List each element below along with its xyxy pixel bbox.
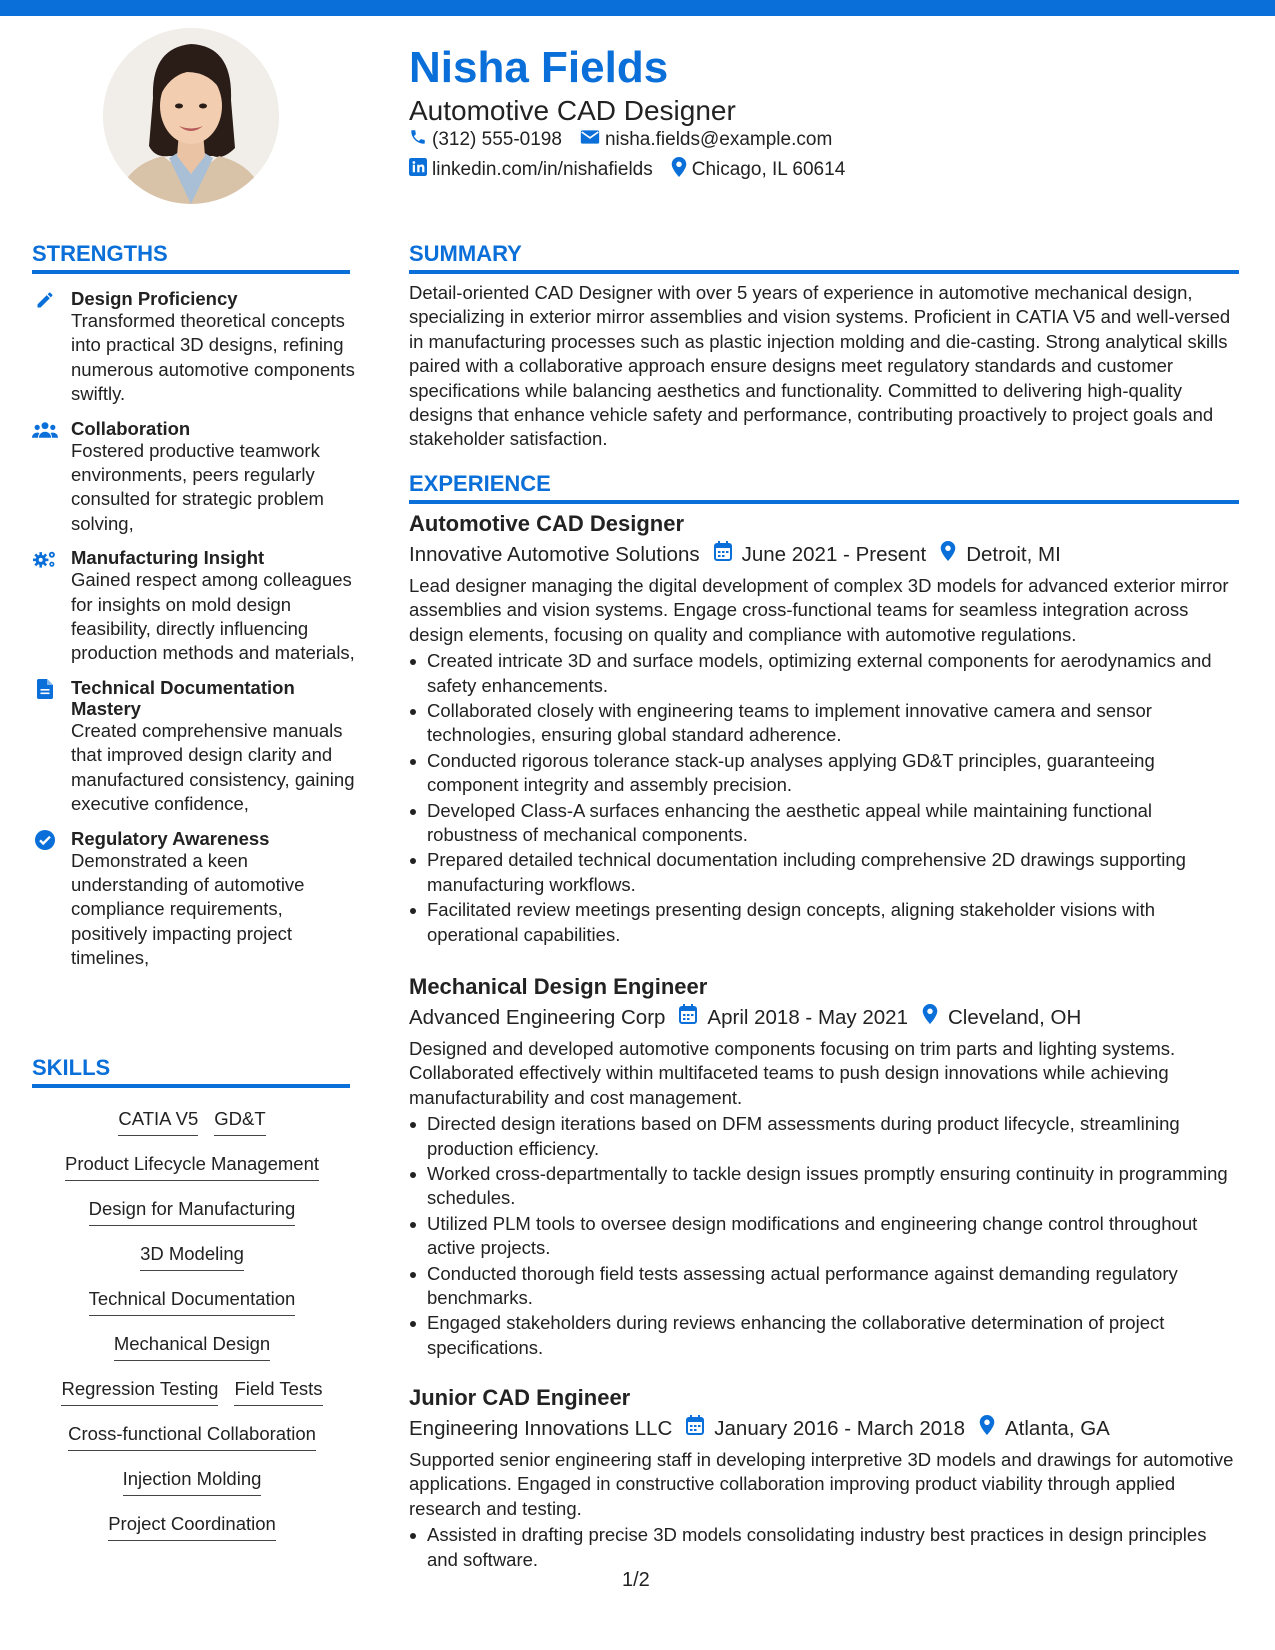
- strength-item: [32, 288, 362, 407]
- summary-text: Detail-oriented CAD Designer with over 5 years of experience in automotive mechanical design, specializing in exterior mirror assemblies and vision systems. Proficient in CATIA V5 and well-versed in manufacturing processes such as plastic injection molding and die-casting. Strong analytical skills paired with a collaborative approach ensure designs meet regulatory standards and customer specifications while balancing aesthetics and functionality. Committed to delivering high-quality designs that enhance vehicle safety and performance, contributing proactively to project goals and stakeholder satisfaction.: [409, 282, 1231, 450]
- skill-tag: Mechanical Design: [114, 1332, 270, 1361]
- top-accent-bar: [0, 0, 1275, 16]
- strength-description: Demonstrated a keen understanding of automotive compliance requirements, positively impacting project timelines,: [71, 849, 305, 969]
- job-company: Advanced Engineering Corp: [409, 1006, 666, 1029]
- bullet-item: Directed design iterations based on DFM assessments during product lifecycle, streamlining production efficiency.: [427, 1112, 1239, 1161]
- job-description: Supported senior engineering staff in developing interpretive 3D models and drawings for automotive applications. Engaged in constructive collaboration improving product viability through applied research and testing.: [409, 1449, 1234, 1519]
- job-title: Automotive CAD Designer: [409, 511, 685, 536]
- summary-heading: SUMMARY: [409, 240, 1239, 274]
- bullet-item: Worked cross-departmentally to tackle design issues promptly ensuring continuity in programming schedules.: [427, 1162, 1239, 1211]
- job-title: Mechanical Design Engineer: [409, 974, 708, 999]
- skill-tag: Technical Documentation: [89, 1287, 296, 1316]
- skills-heading: SKILLS: [32, 1054, 350, 1088]
- strength-title: Manufacturing Insight: [71, 547, 265, 569]
- skill-row: [32, 1107, 352, 1152]
- skill-row: [32, 1332, 352, 1377]
- email-text: nisha.fields@example.com: [604, 129, 833, 150]
- skill-row: [32, 1152, 352, 1197]
- bullet-item: Facilitated review meetings presenting design concepts, aligning stakeholder visions with operational capabilities.: [427, 898, 1239, 947]
- job-dates: June 2021 - Present: [741, 543, 927, 566]
- skill-tag: CATIA V5: [118, 1107, 198, 1136]
- envelope-icon: [580, 129, 605, 151]
- strength-item: [32, 677, 362, 817]
- users-icon: [32, 419, 58, 441]
- skill-row: [32, 1287, 352, 1332]
- skill-tag: GD&T: [214, 1107, 265, 1136]
- bullet-item: Developed Class-A surfaces enhancing the aesthetic appeal while maintaining functional robustness of mechanical components.: [427, 799, 1239, 848]
- bullet-item: Conducted thorough field tests assessing actual performance against demanding regulatory benchmarks.: [427, 1262, 1239, 1311]
- strengths-heading: STRENGTHS: [32, 240, 350, 274]
- job-title: Junior CAD Engineer: [409, 1385, 631, 1410]
- skill-tag: Product Lifecycle Management: [65, 1152, 319, 1181]
- job-meta: [409, 1415, 1239, 1443]
- strength-description: Fostered productive teamwork environments, peers regularly consulted for strategic problem solving,: [71, 439, 324, 534]
- skill-tag: Injection Molding: [123, 1467, 262, 1496]
- job-company: Engineering Innovations LLC: [409, 1417, 673, 1440]
- job-dates: January 2016 - March 2018: [714, 1417, 965, 1440]
- job-entry: [409, 973, 1239, 1361]
- job-meta: [409, 1004, 1239, 1032]
- job-description: Lead designer managing the digital development of complex 3D models for advanced exterior mirror assemblies and vision systems. Engage cross-functional teams for seamless integration across design elements, focusing on quality and compliance with automotive regulations.: [409, 575, 1229, 645]
- skill-row: [32, 1242, 352, 1287]
- job-location-group: [979, 1415, 1110, 1443]
- location-contact: [671, 157, 846, 183]
- job-dates: April 2018 - May 2021: [707, 1006, 908, 1029]
- phone-text: (312) 555-0198: [432, 129, 562, 150]
- skill-tag: Project Coordination: [108, 1512, 276, 1541]
- map-pin-icon: [922, 1004, 948, 1032]
- job-meta: [409, 541, 1239, 569]
- calendar-icon: [679, 1004, 707, 1032]
- skills-list: [32, 1107, 352, 1557]
- strength-title: Collaboration: [71, 417, 191, 439]
- bullet-item: Conducted rigorous tolerance stack-up analyses applying GD&T principles, guaranteeing component integrity and assembly precision.: [427, 749, 1239, 798]
- linkedin-text: linkedin.com/in/nishafields: [432, 159, 653, 180]
- map-pin-icon: [979, 1415, 1005, 1443]
- bullet-item: Engaged stakeholders during reviews enhancing the collaborative determination of project specifications.: [427, 1311, 1239, 1360]
- job-dates-group: [714, 541, 927, 569]
- gears-icon: [32, 548, 58, 570]
- skill-row: [32, 1197, 352, 1242]
- strength-title: Technical Documentation Mastery: [71, 676, 295, 719]
- strength-description: Gained respect among colleagues for insights on mold design feasibility, directly influencing production methods and materials,: [71, 569, 355, 664]
- linkedin-icon: [409, 158, 432, 182]
- skill-row: [32, 1422, 352, 1467]
- strength-item: [32, 547, 362, 666]
- candidate-name: Nisha Fields: [409, 43, 669, 92]
- bullet-item: Utilized PLM tools to oversee design modifications and engineering change control throughout active projects.: [427, 1212, 1239, 1261]
- linkedin-contact[interactable]: [409, 158, 653, 182]
- phone-contact: [409, 128, 562, 152]
- strengths-list: [32, 288, 362, 982]
- skill-row: [32, 1512, 352, 1557]
- job-location: Detroit, MI: [966, 543, 1061, 566]
- skill-tag: Field Tests: [234, 1377, 322, 1406]
- experience-heading: EXPERIENCE: [409, 470, 1239, 504]
- document-icon: [32, 678, 58, 700]
- job-company: Innovative Automotive Solutions: [409, 543, 700, 566]
- profile-photo: [103, 28, 279, 204]
- bullet-item: Prepared detailed technical documentation including comprehensive 2D drawings supporting manufacturing workflows.: [427, 848, 1239, 897]
- job-entry: [409, 1384, 1239, 1573]
- job-description: Designed and developed automotive components focusing on trim parts and lighting systems. Collaborated effectively within multifaceted teams to push design innovations while achieving manufacturability and cost management.: [409, 1038, 1176, 1108]
- strength-description: Created comprehensive manuals that improved design clarity and manufactured consistency, gaining executive confidence,: [71, 719, 355, 815]
- calendar-icon: [686, 1415, 714, 1443]
- skill-tag: Design for Manufacturing: [89, 1197, 296, 1226]
- job-dates-group: [679, 1004, 908, 1032]
- job-bullets: [409, 649, 1239, 947]
- job-bullets: [409, 1523, 1239, 1572]
- job-entry: [409, 510, 1239, 948]
- page-number: 1/2: [622, 1569, 650, 1591]
- skill-tag: 3D Modeling: [140, 1242, 244, 1271]
- location-text: Chicago, IL 60614: [691, 159, 846, 180]
- bullet-item: Created intricate 3D and surface models, optimizing external components for aerodynamics and safety enhancements.: [427, 649, 1239, 698]
- contact-row-1: [409, 127, 850, 153]
- job-location-group: [940, 541, 1061, 569]
- strength-description: Transformed theoretical concepts into practical 3D designs, refining numerous automotive components swiftly.: [71, 310, 355, 405]
- map-pin-icon: [940, 541, 966, 569]
- bullet-item: Assisted in drafting precise 3D models consolidating industry best practices in design principles and software.: [427, 1523, 1239, 1572]
- phone-icon: [409, 128, 432, 152]
- job-location: Cleveland, OH: [947, 1006, 1082, 1029]
- pencil-icon: [32, 289, 58, 311]
- skill-tag: Regression Testing: [61, 1377, 218, 1406]
- skill-row: [32, 1467, 352, 1512]
- email-contact[interactable]: [580, 129, 832, 151]
- strength-item: [32, 418, 362, 537]
- candidate-title: Automotive CAD Designer: [409, 95, 736, 126]
- job-dates-group: [686, 1415, 965, 1443]
- strength-title: Design Proficiency: [71, 288, 238, 309]
- map-pin-icon: [671, 157, 692, 183]
- strength-item: [32, 828, 362, 971]
- skill-row: [32, 1377, 352, 1422]
- job-bullets: [409, 1112, 1239, 1360]
- strength-title: Regulatory Awareness: [71, 827, 270, 849]
- job-location-group: [922, 1004, 1081, 1032]
- job-location: Atlanta, GA: [1005, 1417, 1110, 1440]
- calendar-icon: [714, 541, 742, 569]
- bullet-item: Collaborated closely with engineering teams to implement innovative camera and sensor technologies, ensuring global standard adherence.: [427, 699, 1239, 748]
- skill-tag: Cross-functional Collaboration: [68, 1422, 316, 1451]
- check-circle-icon: [32, 829, 58, 851]
- contact-row-2: [409, 157, 863, 183]
